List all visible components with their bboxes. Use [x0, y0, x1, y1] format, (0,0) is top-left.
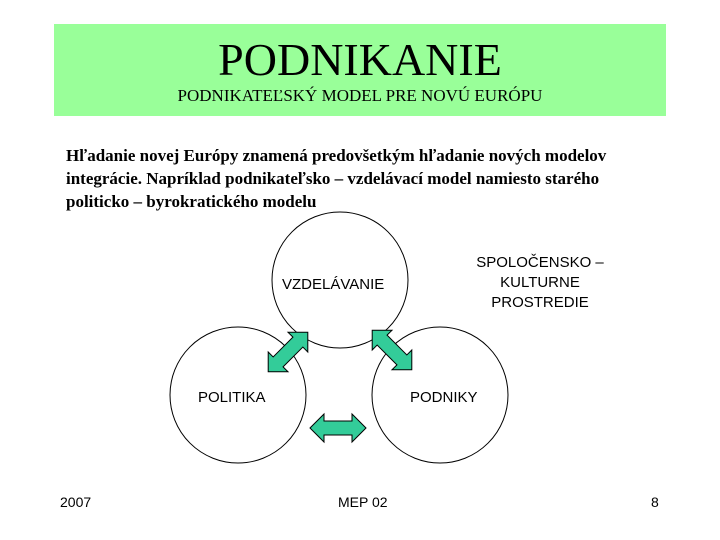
external-label-line-1: SPOLOČENSKO – [476, 254, 604, 271]
circle-label-podniky: PODNIKY [410, 389, 478, 406]
intro-line-2: integrácie. Napríklad podnikateľsko – vzdelávací model namiesto starého [66, 169, 600, 188]
circle-label-politika: POLITIKA [198, 389, 266, 406]
footer-center: MEP 02 [338, 494, 388, 510]
intro-line-3: politicko – byrokratického modelu [66, 192, 317, 211]
footer-page-number: 8 [651, 494, 659, 510]
footer-year: 2007 [60, 494, 92, 510]
slide-title: PODNIKANIE [218, 34, 502, 85]
external-label [470, 253, 610, 313]
external-label-line-2: KULTURNE [500, 274, 580, 291]
circle-label-vzdelavanie: VZDELÁVANIE [282, 276, 385, 293]
intro-line-1: Hľadanie novej Európy znamená predovšetkým hľadanie nových modelov [66, 146, 607, 165]
slide-subtitle: PODNIKATEĽSKÝ MODEL PRE NOVÚ EURÓPU [177, 86, 543, 105]
external-label-line-3: PROSTREDIE [491, 294, 589, 311]
double-headed-arrow-icon [310, 414, 366, 442]
